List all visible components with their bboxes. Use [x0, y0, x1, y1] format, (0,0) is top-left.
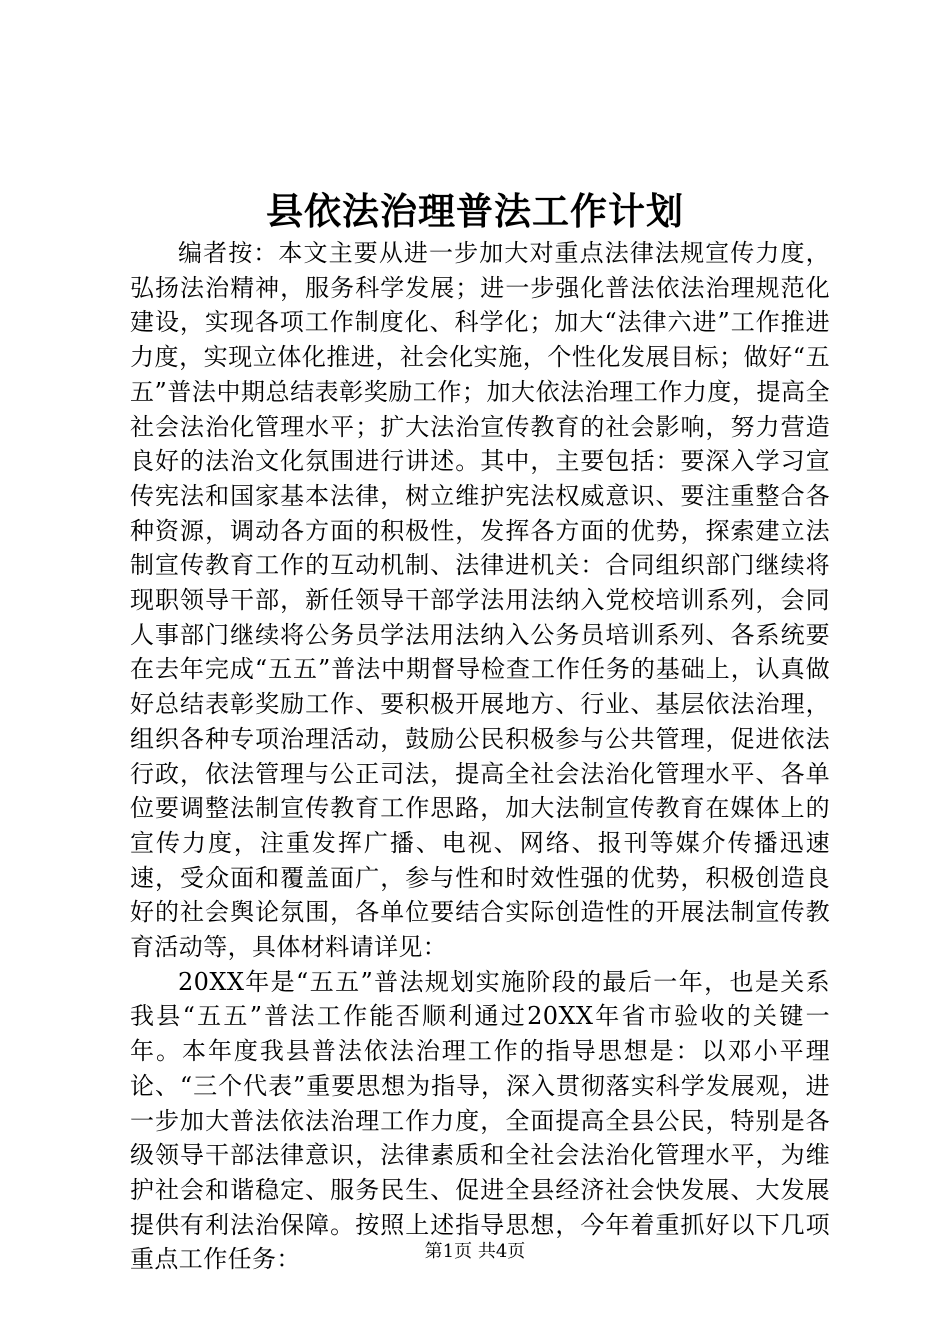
- editor-note-paragraph: 编者按：本文主要从进一步加大对重点法律法规宣传力度，弘扬法治精神，服务科学发展；进一步强化普法依法治理规范化建设，实现各项工作制度化、科学化；加大“法律六进”工作推进力度，实现立体化推进，社会化实施，个性化发展目标；做好“五五”普法中期总结表彰奖励工作；加大依法治理工作力度，提高全社会法治化管理水平；扩大法治宣传教育的社会影响，努力营造良好的法治文化氛围进行讲述。其中，主要包括：要深入学习宣传宪法和国家基本法律，树立维护宪法权威意识、要注重整合各种资源，调动各方面的积极性，发挥各方面的优势，探索建立法制宣传教育工作的互动机制、法律进机关：合同组织部门继续将现职领导干部，新任领导干部学法用法纳入党校培训系列，会同人事部门继续将公务员学法用法纳入公务员培训系列、各系统要在去年完成“五五”普法中期督导检查工作任务的基础上，认真做好总结表彰奖励工作、要积极开展地方、行业、基层依法治理，组织各种专项治理活动，鼓励公民积极参与公共管理，促进依法行政，依法管理与公正司法，提高全社会法治化管理水平、各单位要调整法制宣传教育工作思路，加大法制宣传教育在媒体上的宣传力度，注重发挥广播、电视、网络、报刊等媒介传播迅速速，受众面和覆盖面广，参与性和时效性强的优势，积极创造良好的社会舆论氛围，各单位要结合实际创造性的开展法制宣传教育活动等，具体材料请详见：: [130, 239, 830, 962]
- document-body: [130, 236, 830, 1277]
- document-title: 县依法治理普法工作计划: [266, 189, 684, 233]
- guiding-thought-paragraph: 20XX年是“五五”普法规划实施阶段的最后一年，也是关系我县“五五”普法工作能否顺利通过20XX年省市验收的关键一年。本年度我县普法依法治理工作的指导思想是：以邓小平理论、“三个代表”重要思想为指导，深入贯彻落实科学发展观，进一步加大普法依法治理工作力度，全面提高全县公民，特别是各级领导干部法律意识，法律素质和全社会法治化管理水平，为维护社会和谐稳定、服务民生、促进全县经济社会快发展、大发展提供有利法治保障。按照上述指导思想，今年着重抓好以下几项重点工作任务：: [130, 967, 830, 1274]
- page-number-footer: 第1页 共4页: [424, 1241, 526, 1262]
